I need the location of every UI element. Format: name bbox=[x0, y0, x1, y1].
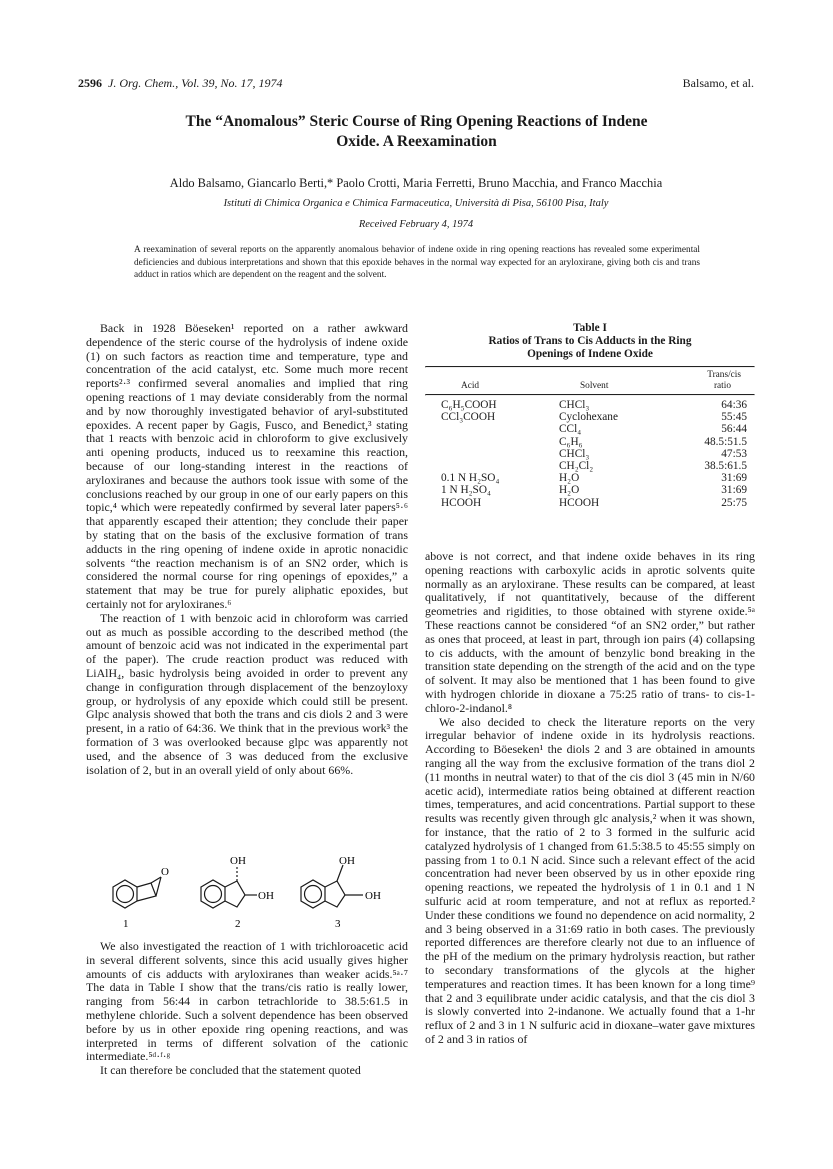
oh-label-2-side: OH bbox=[258, 890, 274, 902]
table-row: C₆H₆ 48.5:51.5 bbox=[559, 435, 747, 448]
title-line-2: Oxide. A Reexamination bbox=[336, 133, 497, 150]
paragraph: Back in 1928 Böeseken¹ reported on a rather awkward dependence of the steric course of the hydrolysis of indene oxide (1) on such factors as reaction time and temperature, type and concentration of the acid catalyst, etc. Some much more recent reports²·³ confirmed several anomalies and implied that ring opening reactions of 1 may deviate considerably from the normal and by now thoroughly investigated behavior of aryl-substituted epoxides. A recent paper by Gagis, Fusco, and Benedict,³ stating that 1 reacts with benzoic acid in chloroform to give exclusively anti opening products, induced us to reexamine this reaction, because of our long-standing interest in the reactions of aryloxiranes and because the authors took issue with some of the conclusions reached by our group in one of our early papers on this topic,⁴ which were repeatedly confirmed by several later papers⁵·⁶ that apparently escaped their attention; they conclude their paper by stating that on the basis of the exclusive formation of trans adducts in the ring opening of indene oxide in aprotic nonacidic solvents “the reaction mechanism is of an SN2 order, which is considered the normal course for ring openings of epoxides,” a statement that may be true for purely aliphatic epoxides, but certainly not for aryloxiranes.⁶ bbox=[86, 321, 408, 611]
table-row: C₆H₅COOH CHCl₃ 64:36 bbox=[441, 399, 747, 411]
paragraph: The reaction of 1 with benzoic acid in chloroform was carried out as much as possible according to the described method (the amount of benzoic acid was not indicated in the experimental part of the paper). The crude reaction product was reduced with LiAlH₄, basic hydrolysis being avoided in order to prevent any change in configuration through displacement of the benzoyloxy group, or hydrolysis of any epoxide which could still be present. Glpc analysis showed that both the trans and cis diols 2 and 3 were present, in a ratio of 64:36. We think that in the previous work³ the formation of 3 was overlooked because glpc was apparently not used, and the absence of 3 was deduced from the exclusive isolation of 2, but in an overall yield of only about 66%. bbox=[86, 610, 408, 777]
structure-1-indene-oxide bbox=[113, 877, 161, 908]
table-row: CHCl₃ 47:53 bbox=[559, 447, 747, 460]
table-header bbox=[425, 368, 755, 394]
structure-label-2: 2 bbox=[235, 918, 241, 930]
structure-label-3: 3 bbox=[335, 918, 341, 930]
table-title-line-1: Ratios of Trans to Cis Adducts in the Ring bbox=[488, 335, 692, 347]
header-solvent: Solvent bbox=[580, 381, 609, 391]
structure-label-1: 1 bbox=[123, 918, 129, 930]
author-list: Aldo Balsamo, Giancarlo Berti,* Paolo Crotti, Maria Ferretti, Bruno Macchia, and Franco Macchia bbox=[169, 176, 663, 190]
table-row: CCl₄ 56:44 bbox=[559, 423, 747, 436]
chemical-structures bbox=[95, 855, 395, 935]
paragraph: above is not correct, and that indene oxide behaves in its ring opening reactions with carboxylic acids in aprotic solvents quite normally as an aryloxirane. These results can be compared, at least qualitatively, if not quantitatively, because of the different geometries and rigidities, to those obtained with styrene oxide.⁵ᵃ These reactions cannot be considered “of an SN2 order,” but rather as ones that proceed, at least in part, through ion pairs (4) collapsing to cis adducts, with the amount of benzylic bond breaking in the transition state depending on the strength of the acid and on the type of solvent. It may also be mentioned that 1 has been found to give with hydrogen chloride in dioxane a 75:25 ratio of trans- to cis-1-chloro-2-indanol.⁸ bbox=[425, 549, 755, 715]
oh-label-2-top: OH bbox=[230, 855, 246, 867]
table-row: CH₂Cl₂ 38.5:61.5 bbox=[559, 459, 747, 472]
running-authors: Balsamo, et al. bbox=[682, 76, 754, 90]
oxygen-label: O bbox=[161, 866, 169, 878]
oh-label-3-top: OH bbox=[339, 855, 355, 867]
structure-2-trans-diol bbox=[201, 865, 257, 908]
structure-3-cis-diol bbox=[301, 865, 363, 908]
structure-drawing bbox=[95, 855, 395, 935]
affiliation: Istituti di Chimica Organica e Chimica Farmaceutica, Università di Pisa, 56100 Pisa, Italy bbox=[223, 198, 609, 209]
table-1 bbox=[425, 322, 755, 549]
header-ratio-2: ratio bbox=[713, 381, 731, 391]
left-column-top bbox=[86, 322, 408, 777]
right-column bbox=[425, 550, 755, 1047]
table-body bbox=[425, 396, 755, 549]
paragraph: We also investigated the reaction of 1 with trichloroacetic acid in several different solvents, since this acid usually gives higher amounts of cis adducts with aryloxiranes than weaker acids.⁵ᵃ·⁷ The data in Table I show that the trans/cis ratio is really lower, ranging from 56:44 in carbon tetrachloride to 38.5:61.5 in methylene chloride. Such a solvent dependence has been observed before by us in other epoxide ring opening reactions, and was interpreted in terms of different solvation of the cationic intermediate.⁵ᵈ·ᶠ·ᵍ bbox=[86, 939, 408, 1064]
journal-name: J. Org. Chem., Vol. 39, No. 17, 1974 bbox=[108, 76, 283, 90]
header-ratio-1: Trans/cis bbox=[707, 370, 741, 380]
table-row: HCOOH HCOOH 25:75 bbox=[441, 496, 747, 509]
page-header bbox=[78, 76, 754, 92]
header-acid: Acid bbox=[461, 381, 480, 391]
paragraph: We also decided to check the literature reports on the very irregular behavior of indene oxide in its hydrolysis reactions. According to Böeseken¹ the diols 2 and 3 are obtained in amounts ranging all the way from the exclusive formation of the trans diol 2 (11 months in neutral water) to that of the cis diol 3 (45 min in N/60 acetic acid), intermediate ratios being obtained at different reaction times, temperatures, and acid concentrations. Partial support to these results was recently given through glc analysis,² when it was shown, for instance, that the ratio of 2 to 3 formed in the sulfuric acid catalyzed hydrolysis of 1 changed from 61.5:38.5 to 45:55 simply on passing from 1 to 0.1 N acid. Since such a relevant effect of the acid concentration had never been observed by us in other epoxide ring opening reactions, we repeated the hydrolysis of 1 in 0.1 and 1 N sulfuric acid at room temperature, and not at reflux as reported.² Under these conditions we found no dependence on acid normality, 2 and 3 being observed in a 31:69 ratio in both cases. The previously reported differences are therefore clearly not due to an influence of the pH of the medium on the primary hydrolysis reaction, but rather to secondary transformations of the glycols at the higher temperatures and reaction times. It has been known for a long time⁹ that 2 and 3 equilibrate under acidic catalysis, and that the cis diol 3 is slowly converted into 2-indanone. We actually found that a 1-hr reflux of 2 and 3 in 1 N sulfuric acid in dioxane–water gave mixtures of 2 and 3 in ratios of bbox=[425, 714, 755, 1046]
table-row: CCl₃COOH Cyclohexane 55:45 bbox=[441, 411, 747, 424]
left-column-bottom bbox=[86, 940, 408, 1078]
table-row: 1 N H₂SO₄ H₂O 31:69 bbox=[441, 484, 747, 497]
table-label: Table I bbox=[573, 322, 607, 334]
article-title bbox=[100, 112, 733, 152]
paragraph: It can therefore be concluded that the statement quoted bbox=[100, 1063, 361, 1078]
table-title-line-2: Openings of Indene Oxide bbox=[527, 348, 653, 360]
journal-citation bbox=[78, 76, 283, 91]
table-row: 0.1 N H₂SO₄ H₂O 31:69 bbox=[441, 472, 747, 485]
page-number: 2596 bbox=[78, 76, 102, 90]
received-date: Received February 4, 1974 bbox=[358, 219, 474, 230]
title-line-1: The “Anomalous” Steric Course of Ring Opening Reactions of Indene bbox=[185, 113, 648, 130]
abstract: A reexamination of several reports on the apparently anomalous behavior of indene oxide in ring opening reactions has revealed some experimental deficiencies and dubious interpretations and shown that this epoxide behaves in the normal way expected for an aryloxirane, giving both cis and trans adduct in ratios which are dependent on the reagent and the solvent. bbox=[134, 245, 700, 280]
oh-label-3-side: OH bbox=[365, 890, 381, 902]
